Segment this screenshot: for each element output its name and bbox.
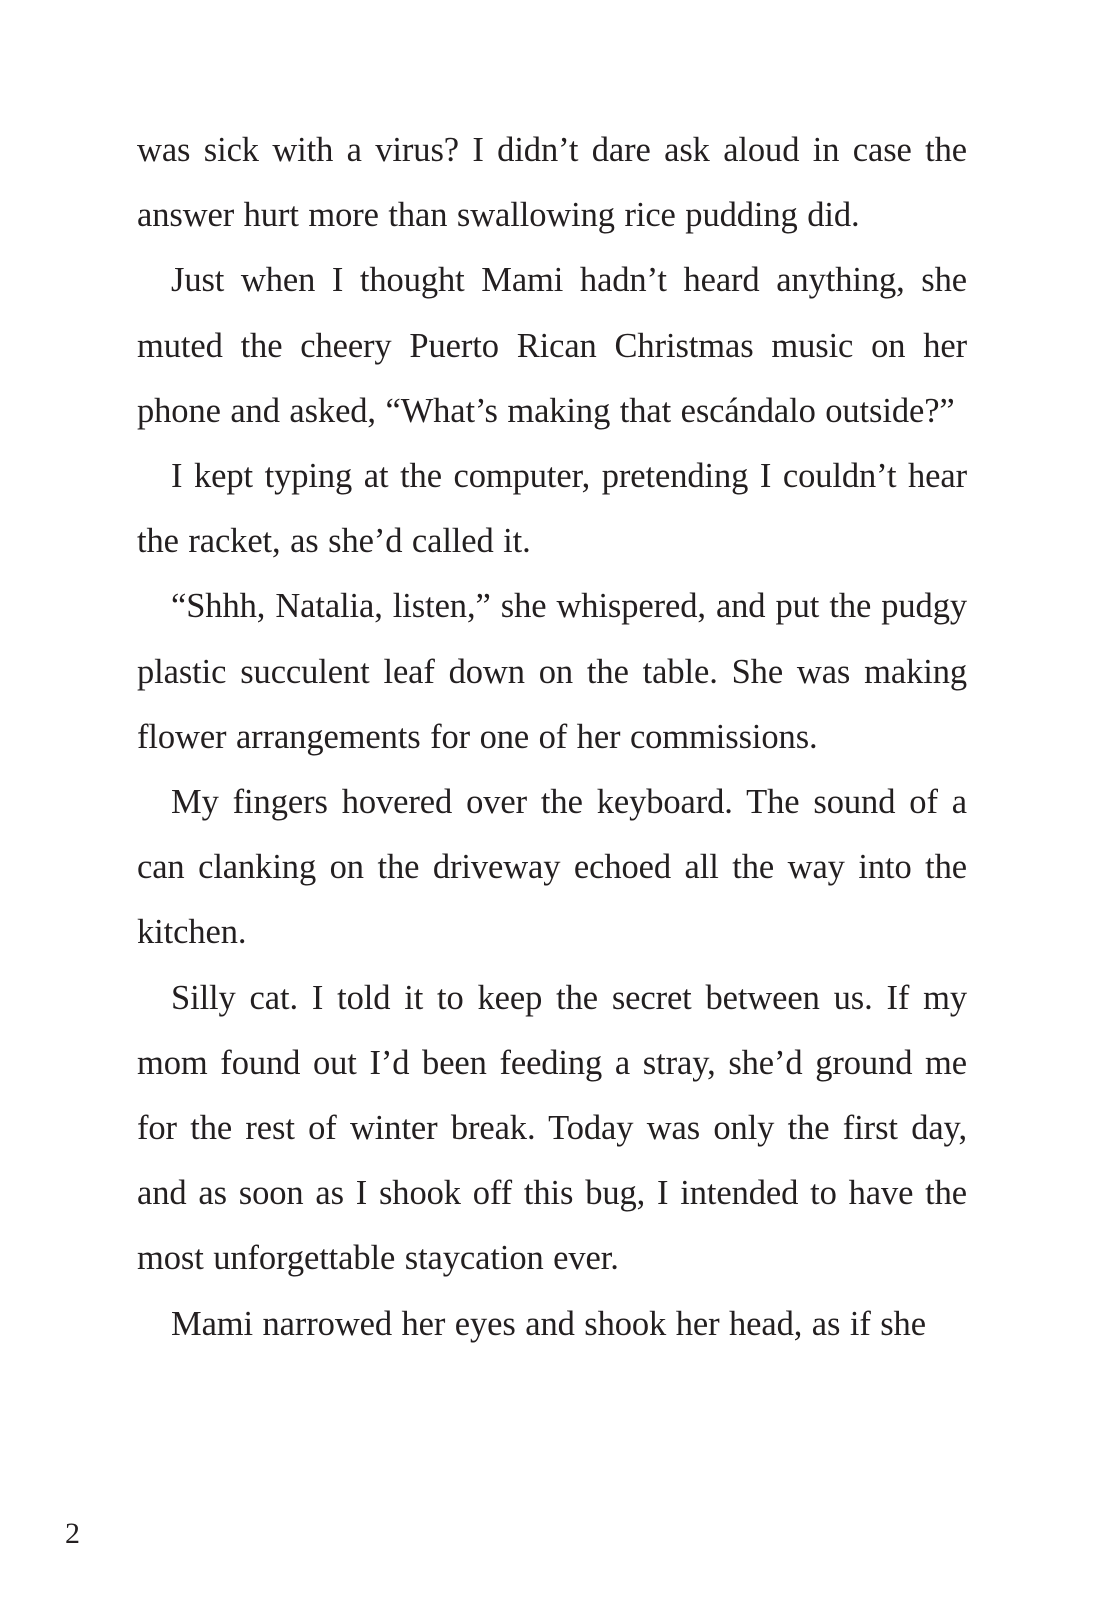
paragraph: Mami narrowed her eyes and shook her head, as if she — [171, 1304, 926, 1343]
paragraph: Silly cat. I told it to keep the secret between us. If my mom found out I’d been feeding a stray, she’d ground me for the rest of winter break. Today was only the first day, and as soon as I shook off this bug, I intended to have the most unforgettable staycation ever. — [137, 978, 967, 1278]
paragraph: “Shhh, Natalia, listen,” she whispered, and put the pudgy plastic succulent leaf down on the table. She was making flower arrangements for one of her commissions. — [137, 587, 967, 756]
paragraph-continued: was sick with a virus? I didn’t dare ask aloud in case the answer hurt more than swallowing rice pudding did. — [137, 131, 967, 235]
paragraph: Just when I thought Mami hadn’t heard anything, she muted the cheery Puerto Rican Christmas music on her phone and asked, “What’s making that escándalo outside?” — [137, 261, 967, 430]
paragraph: I kept typing at the computer, pretending I couldn’t hear the racket, as she’d called it. — [137, 457, 967, 561]
page-number: 2 — [65, 1517, 80, 1550]
body-text — [137, 118, 967, 1357]
paragraph: My fingers hovered over the keyboard. The sound of a can clanking on the driveway echoed all the way into the kitchen. — [137, 783, 967, 952]
